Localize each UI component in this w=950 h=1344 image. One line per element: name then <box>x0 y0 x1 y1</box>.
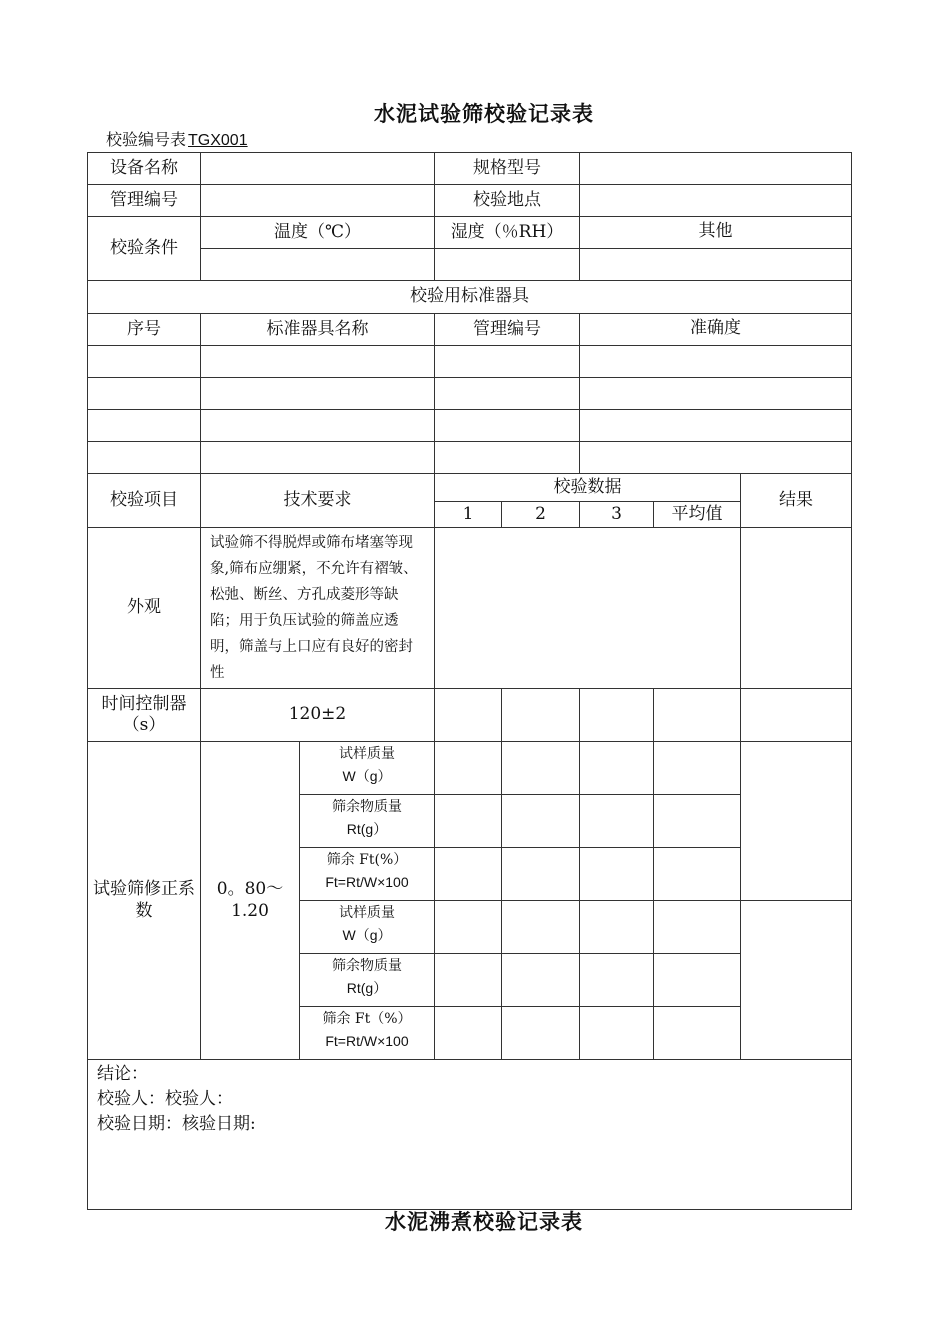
correction-data-cell[interactable] <box>580 1007 654 1060</box>
correction-data-cell[interactable] <box>654 742 741 795</box>
standards-cell[interactable] <box>88 442 201 474</box>
model-field[interactable] <box>580 153 852 185</box>
correction-data-cell[interactable] <box>654 1007 741 1060</box>
standards-cell[interactable] <box>201 346 435 378</box>
appearance-requirement: 试验筛不得脱焊或筛布堵塞等现象,筛布应绷紧，不允许有褶皱、松弛、断丝、方孔成菱形等缺陷；用于负压试验的筛盖应透明，筛盖与上口应有良好的密封性 <box>201 528 435 689</box>
correction-range: 0。80～1.20 <box>201 742 300 1060</box>
timer-data-3[interactable] <box>580 689 654 742</box>
timer-result[interactable] <box>741 689 852 742</box>
standards-col-seq: 序号 <box>88 314 201 346</box>
appearance-row <box>88 528 852 689</box>
form-number <box>106 127 248 150</box>
timer-row <box>88 689 852 742</box>
standards-row <box>88 442 852 474</box>
humidity-label: 湿度（％RH） <box>435 217 580 249</box>
correction-param-formula: W（g） <box>342 767 392 784</box>
standards-cell[interactable] <box>88 378 201 410</box>
standards-cell[interactable] <box>201 378 435 410</box>
equipment-row-1 <box>88 153 852 185</box>
correction-result-cell[interactable] <box>741 901 852 1060</box>
correction-data-cell[interactable] <box>435 954 502 1007</box>
correction-param-formula: Ft=Rt/W×100 <box>325 873 409 890</box>
inspectors-label: 校验人：校验人： <box>97 1089 233 1109</box>
correction-data-cell[interactable] <box>580 795 654 848</box>
standards-cell[interactable] <box>580 410 852 442</box>
check-data-label: 校验数据 <box>435 474 741 502</box>
appearance-data-cell[interactable] <box>435 528 741 689</box>
correction-param-cell <box>300 848 435 901</box>
equipment-name-field[interactable] <box>201 153 435 185</box>
correction-param-cell <box>300 901 435 954</box>
appearance-result-cell[interactable] <box>741 528 852 689</box>
standards-cell[interactable] <box>88 410 201 442</box>
standards-cell[interactable] <box>435 378 580 410</box>
timer-label: 时间控制器（s） <box>88 689 201 742</box>
correction-data-cell[interactable] <box>502 848 580 901</box>
humidity-field[interactable] <box>435 249 580 281</box>
check-item-label: 校验项目 <box>88 474 201 528</box>
correction-data-cell[interactable] <box>502 901 580 954</box>
standards-row <box>88 378 852 410</box>
mgmt-no-field[interactable] <box>201 185 435 217</box>
correction-param-name: 筛余物质量 <box>332 799 402 816</box>
requirement-label: 技术要求 <box>201 474 435 528</box>
correction-data-cell[interactable] <box>654 954 741 1007</box>
mgmt-no-label: 管理编号 <box>88 185 201 217</box>
conditions-header-row <box>88 217 852 249</box>
form-number-code: TGX001 <box>188 132 248 149</box>
correction-data-cell[interactable] <box>435 1007 502 1060</box>
correction-data-cell[interactable] <box>654 848 741 901</box>
correction-row <box>88 742 852 795</box>
standards-cell[interactable] <box>435 346 580 378</box>
standards-cell[interactable] <box>201 410 435 442</box>
correction-data-cell[interactable] <box>580 848 654 901</box>
correction-data-cell[interactable] <box>435 848 502 901</box>
other-label: 其他 <box>580 217 852 249</box>
footer-row <box>88 1060 852 1210</box>
standards-row <box>88 346 852 378</box>
location-field[interactable] <box>580 185 852 217</box>
correction-data-cell[interactable] <box>654 901 741 954</box>
record-table <box>87 152 852 1210</box>
standards-cell[interactable] <box>435 442 580 474</box>
standards-section-row <box>88 281 852 314</box>
correction-param-name: 筛余物质量 <box>332 958 402 975</box>
result-label: 结果 <box>741 474 852 528</box>
data-col-2: 2 <box>502 502 580 528</box>
correction-param-cell <box>300 795 435 848</box>
correction-param-cell <box>300 954 435 1007</box>
standards-cell[interactable] <box>88 346 201 378</box>
data-col-average: 平均值 <box>654 502 741 528</box>
standards-section-title: 校验用标准器具 <box>88 281 852 314</box>
correction-param-name: 筛余 Ft(%） <box>326 852 408 869</box>
other-field[interactable] <box>580 249 852 281</box>
page-title: 水泥试验筛校验记录表 <box>374 102 594 126</box>
correction-data-cell[interactable] <box>435 901 502 954</box>
correction-data-cell[interactable] <box>435 795 502 848</box>
correction-data-cell[interactable] <box>502 954 580 1007</box>
correction-param-formula: Rt(g） <box>346 979 388 996</box>
data-col-1: 1 <box>435 502 502 528</box>
correction-param-formula: Ft=Rt/W×100 <box>325 1032 409 1049</box>
timer-data-2[interactable] <box>502 689 580 742</box>
conditions-value-row <box>88 249 852 281</box>
equipment-row-2 <box>88 185 852 217</box>
correction-param-formula: W（g） <box>342 926 392 943</box>
dates-label: 校验日期：核验日期: <box>97 1114 256 1134</box>
correction-data-cell[interactable] <box>502 1007 580 1060</box>
form-number-label: 校验编号表 <box>106 130 187 149</box>
timer-average[interactable] <box>654 689 741 742</box>
footer-cell[interactable] <box>88 1060 852 1210</box>
correction-data-cell[interactable] <box>654 795 741 848</box>
correction-data-cell[interactable] <box>580 954 654 1007</box>
model-label: 规格型号 <box>435 153 580 185</box>
timer-data-1[interactable] <box>435 689 502 742</box>
data-col-3: 3 <box>580 502 654 528</box>
correction-data-cell[interactable] <box>580 742 654 795</box>
standards-cell[interactable] <box>580 378 852 410</box>
location-label: 校验地点 <box>435 185 580 217</box>
correction-data-cell[interactable] <box>435 742 502 795</box>
correction-param-name: 试样质量 <box>339 905 395 922</box>
check-header-row <box>88 474 852 502</box>
correction-data-cell[interactable] <box>580 901 654 954</box>
standards-col-accuracy: 准确度 <box>580 314 852 346</box>
correction-param-name: 试样质量 <box>339 746 395 763</box>
standards-row <box>88 410 852 442</box>
conclusion-label: 结论： <box>97 1064 148 1084</box>
equipment-name-label: 设备名称 <box>88 153 201 185</box>
temperature-field[interactable] <box>201 249 435 281</box>
correction-param-name: 筛余 Ft（%） <box>322 1011 412 1028</box>
correction-data-cell[interactable] <box>502 742 580 795</box>
standards-col-mgmt-no: 管理编号 <box>435 314 580 346</box>
standards-cell[interactable] <box>580 442 852 474</box>
timer-requirement: 120±2 <box>201 689 435 742</box>
standards-header-row <box>88 314 852 346</box>
correction-param-formula: Rt(g） <box>346 820 388 837</box>
standards-cell[interactable] <box>201 442 435 474</box>
standards-col-name: 标准器具名称 <box>201 314 435 346</box>
temperature-label: 温度（℃） <box>201 217 435 249</box>
conditions-label: 校验条件 <box>88 217 201 281</box>
correction-data-cell[interactable] <box>502 795 580 848</box>
correction-result-cell[interactable] <box>741 742 852 901</box>
next-page-title: 水泥沸煮校验记录表 <box>385 1210 583 1234</box>
appearance-label: 外观 <box>88 528 201 689</box>
standards-cell[interactable] <box>580 346 852 378</box>
correction-label: 试验筛修正系数 <box>88 742 201 1060</box>
correction-param-cell <box>300 742 435 795</box>
standards-cell[interactable] <box>435 410 580 442</box>
correction-param-cell <box>300 1007 435 1060</box>
